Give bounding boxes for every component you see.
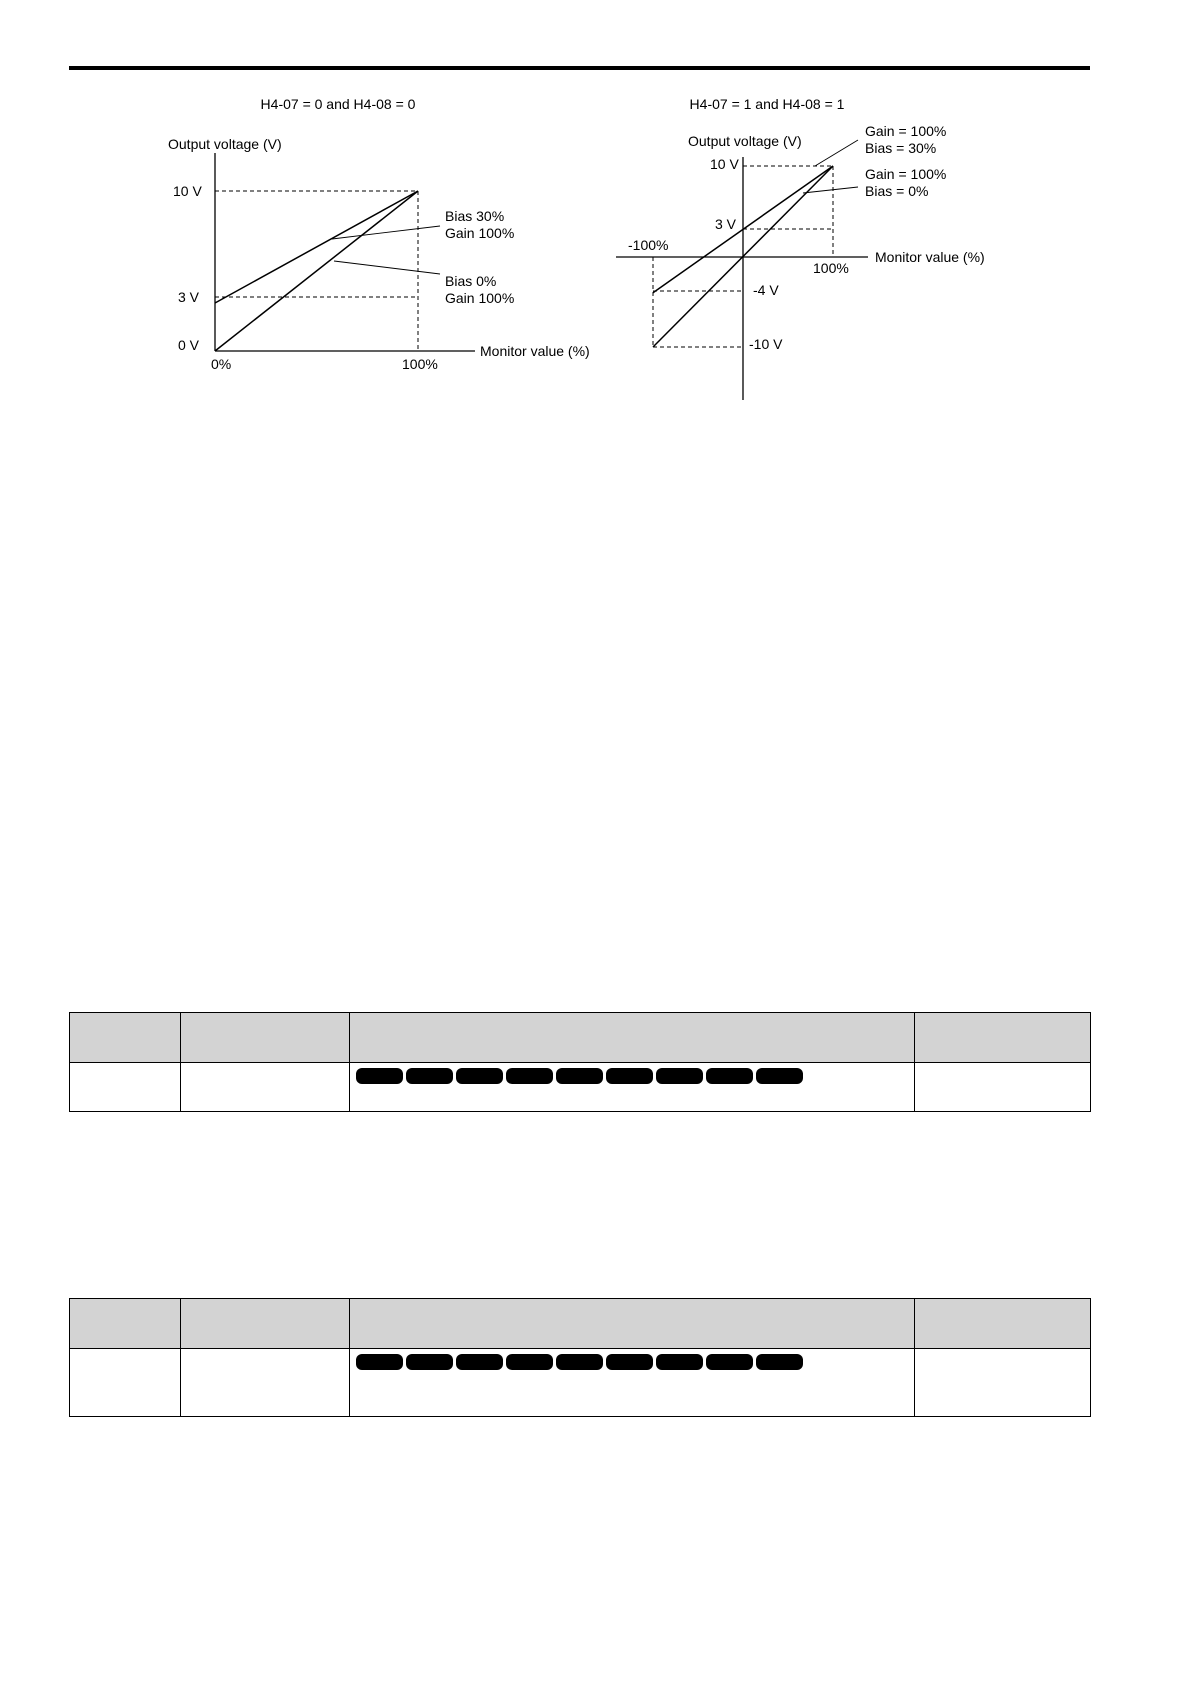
right-annotation-1-leader <box>815 140 858 166</box>
table-header-cell <box>70 1013 181 1063</box>
left-annotation-2-line2: Gain 100% <box>445 290 515 306</box>
table-header-cell <box>350 1013 915 1063</box>
table-cell <box>70 1063 181 1112</box>
right-y-tick-3v: 3 V <box>715 216 737 232</box>
redaction-block <box>506 1068 553 1084</box>
right-chart-title: H4-07 = 1 and H4-08 = 1 <box>689 96 845 112</box>
redaction-block <box>706 1068 753 1084</box>
table-cell <box>915 1349 1091 1417</box>
redaction-block <box>706 1354 753 1370</box>
right-annotation-1-line2: Bias = 30% <box>865 140 937 156</box>
right-y-tick-neg10v: -10 V <box>749 336 783 352</box>
table-cell <box>915 1063 1091 1112</box>
right-x-tick-neg100pct: -100% <box>628 237 669 253</box>
table-cell <box>181 1063 350 1112</box>
redaction-block <box>406 1068 453 1084</box>
left-x-axis-label: Monitor value (%) <box>480 343 590 359</box>
table-header-row <box>70 1299 1091 1349</box>
redaction-block <box>656 1068 703 1084</box>
right-annotation-2-line1: Gain = 100% <box>865 166 947 182</box>
left-y-axis-label: Output voltage (V) <box>168 136 282 152</box>
left-x-tick-0pct: 0% <box>211 356 232 372</box>
left-series-bias30 <box>215 191 418 303</box>
redaction-block <box>456 1068 503 1084</box>
left-x-tick-100pct: 100% <box>402 356 438 372</box>
table-cell <box>350 1063 915 1112</box>
table-cell <box>70 1349 181 1417</box>
parameter-table-2 <box>69 1298 1091 1417</box>
left-series-bias0 <box>215 191 418 351</box>
redaction-block <box>606 1354 653 1370</box>
redaction-block <box>506 1354 553 1370</box>
left-annotation-2-line1: Bias 0% <box>445 273 497 289</box>
redacted-blocks <box>356 1068 914 1084</box>
table-header-row <box>70 1013 1091 1063</box>
left-y-tick-0v: 0 V <box>178 337 200 353</box>
right-x-axis-label: Monitor value (%) <box>875 249 985 265</box>
left-y-tick-10v: 10 V <box>173 183 202 199</box>
table-header-cell <box>350 1299 915 1349</box>
left-chart <box>0 0 600 400</box>
left-y-tick-3v: 3 V <box>178 289 200 305</box>
left-annotation-1-line1: Bias 30% <box>445 208 505 224</box>
right-chart <box>600 0 1100 420</box>
table-row <box>70 1349 1091 1417</box>
table-header-cell <box>915 1013 1091 1063</box>
redaction-block <box>406 1354 453 1370</box>
redaction-block <box>656 1354 703 1370</box>
parameter-table-1 <box>69 1012 1091 1112</box>
right-annotation-1-line1: Gain = 100% <box>865 123 947 139</box>
table-header-cell <box>70 1299 181 1349</box>
table-cell <box>181 1349 350 1417</box>
redaction-block <box>556 1068 603 1084</box>
right-y-tick-neg4v: -4 V <box>753 282 779 298</box>
redaction-block <box>556 1354 603 1370</box>
redaction-block <box>756 1068 803 1084</box>
table-row <box>70 1063 1091 1112</box>
left-chart-title: H4-07 = 0 and H4-08 = 0 <box>260 96 416 112</box>
right-annotation-2-line2: Bias = 0% <box>865 183 929 199</box>
right-y-axis-label: Output voltage (V) <box>688 133 802 149</box>
redaction-block <box>606 1068 653 1084</box>
table-header-cell <box>181 1013 350 1063</box>
redaction-block <box>456 1354 503 1370</box>
left-annotation-1-leader <box>332 226 440 239</box>
table-header-cell <box>915 1299 1091 1349</box>
right-y-tick-10v: 10 V <box>710 156 739 172</box>
left-annotation-1-line2: Gain 100% <box>445 225 515 241</box>
right-x-tick-100pct: 100% <box>813 260 849 276</box>
table-header-cell <box>181 1299 350 1349</box>
table-cell <box>350 1349 915 1417</box>
redaction-block <box>356 1068 403 1084</box>
left-annotation-2-leader <box>334 261 440 274</box>
redaction-block <box>356 1354 403 1370</box>
redaction-block <box>756 1354 803 1370</box>
redacted-blocks <box>356 1354 914 1370</box>
